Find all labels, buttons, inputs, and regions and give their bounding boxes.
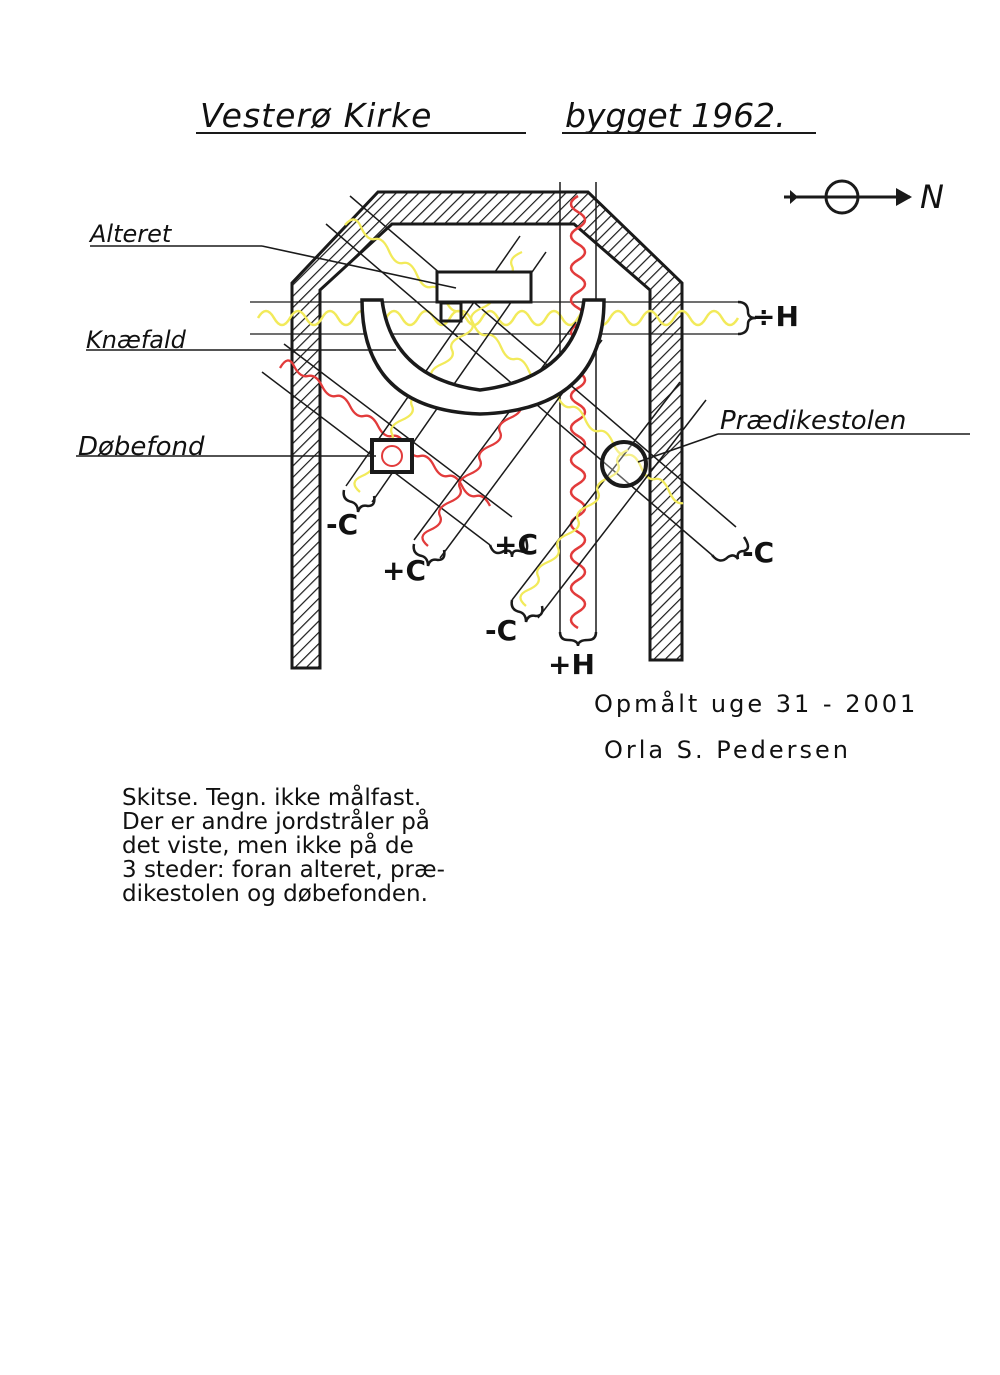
label-alteret: Alteret [90, 220, 172, 248]
label-knaefald: Knæfald [86, 326, 186, 354]
pole-c1: -C [326, 508, 359, 541]
north-arrow-icon [784, 181, 912, 213]
author-name: Orla S. Pedersen [604, 736, 851, 764]
church-title: Vesterø Kirke [200, 96, 433, 135]
pulpit [602, 442, 646, 486]
pole-c4: -C [742, 536, 775, 569]
north-label: N [920, 178, 944, 216]
pole-minus-h: ÷H [752, 300, 799, 333]
measured-date: Opmålt uge 31 - 2001 [594, 690, 919, 718]
sketch-note: Skitse. Tegn. ikke målfast. Der er andre jordstråler på det viste, men ikke på de 3 steder: foran alteret, præ- dikestolen og døbefonden. [122, 785, 445, 907]
pole-c5: -C [485, 614, 518, 647]
label-doebefond: Døbefond [78, 432, 205, 462]
pole-c2: +C [382, 554, 427, 587]
built-year: bygget 1962. [565, 96, 786, 135]
pole-plus-h: +H [548, 648, 595, 681]
red-earth-ray-vertical [560, 182, 596, 646]
pole-c3: +C [494, 528, 539, 561]
label-praedikestolen: Prædikestolen [720, 406, 907, 436]
baptismal-font [372, 440, 412, 472]
